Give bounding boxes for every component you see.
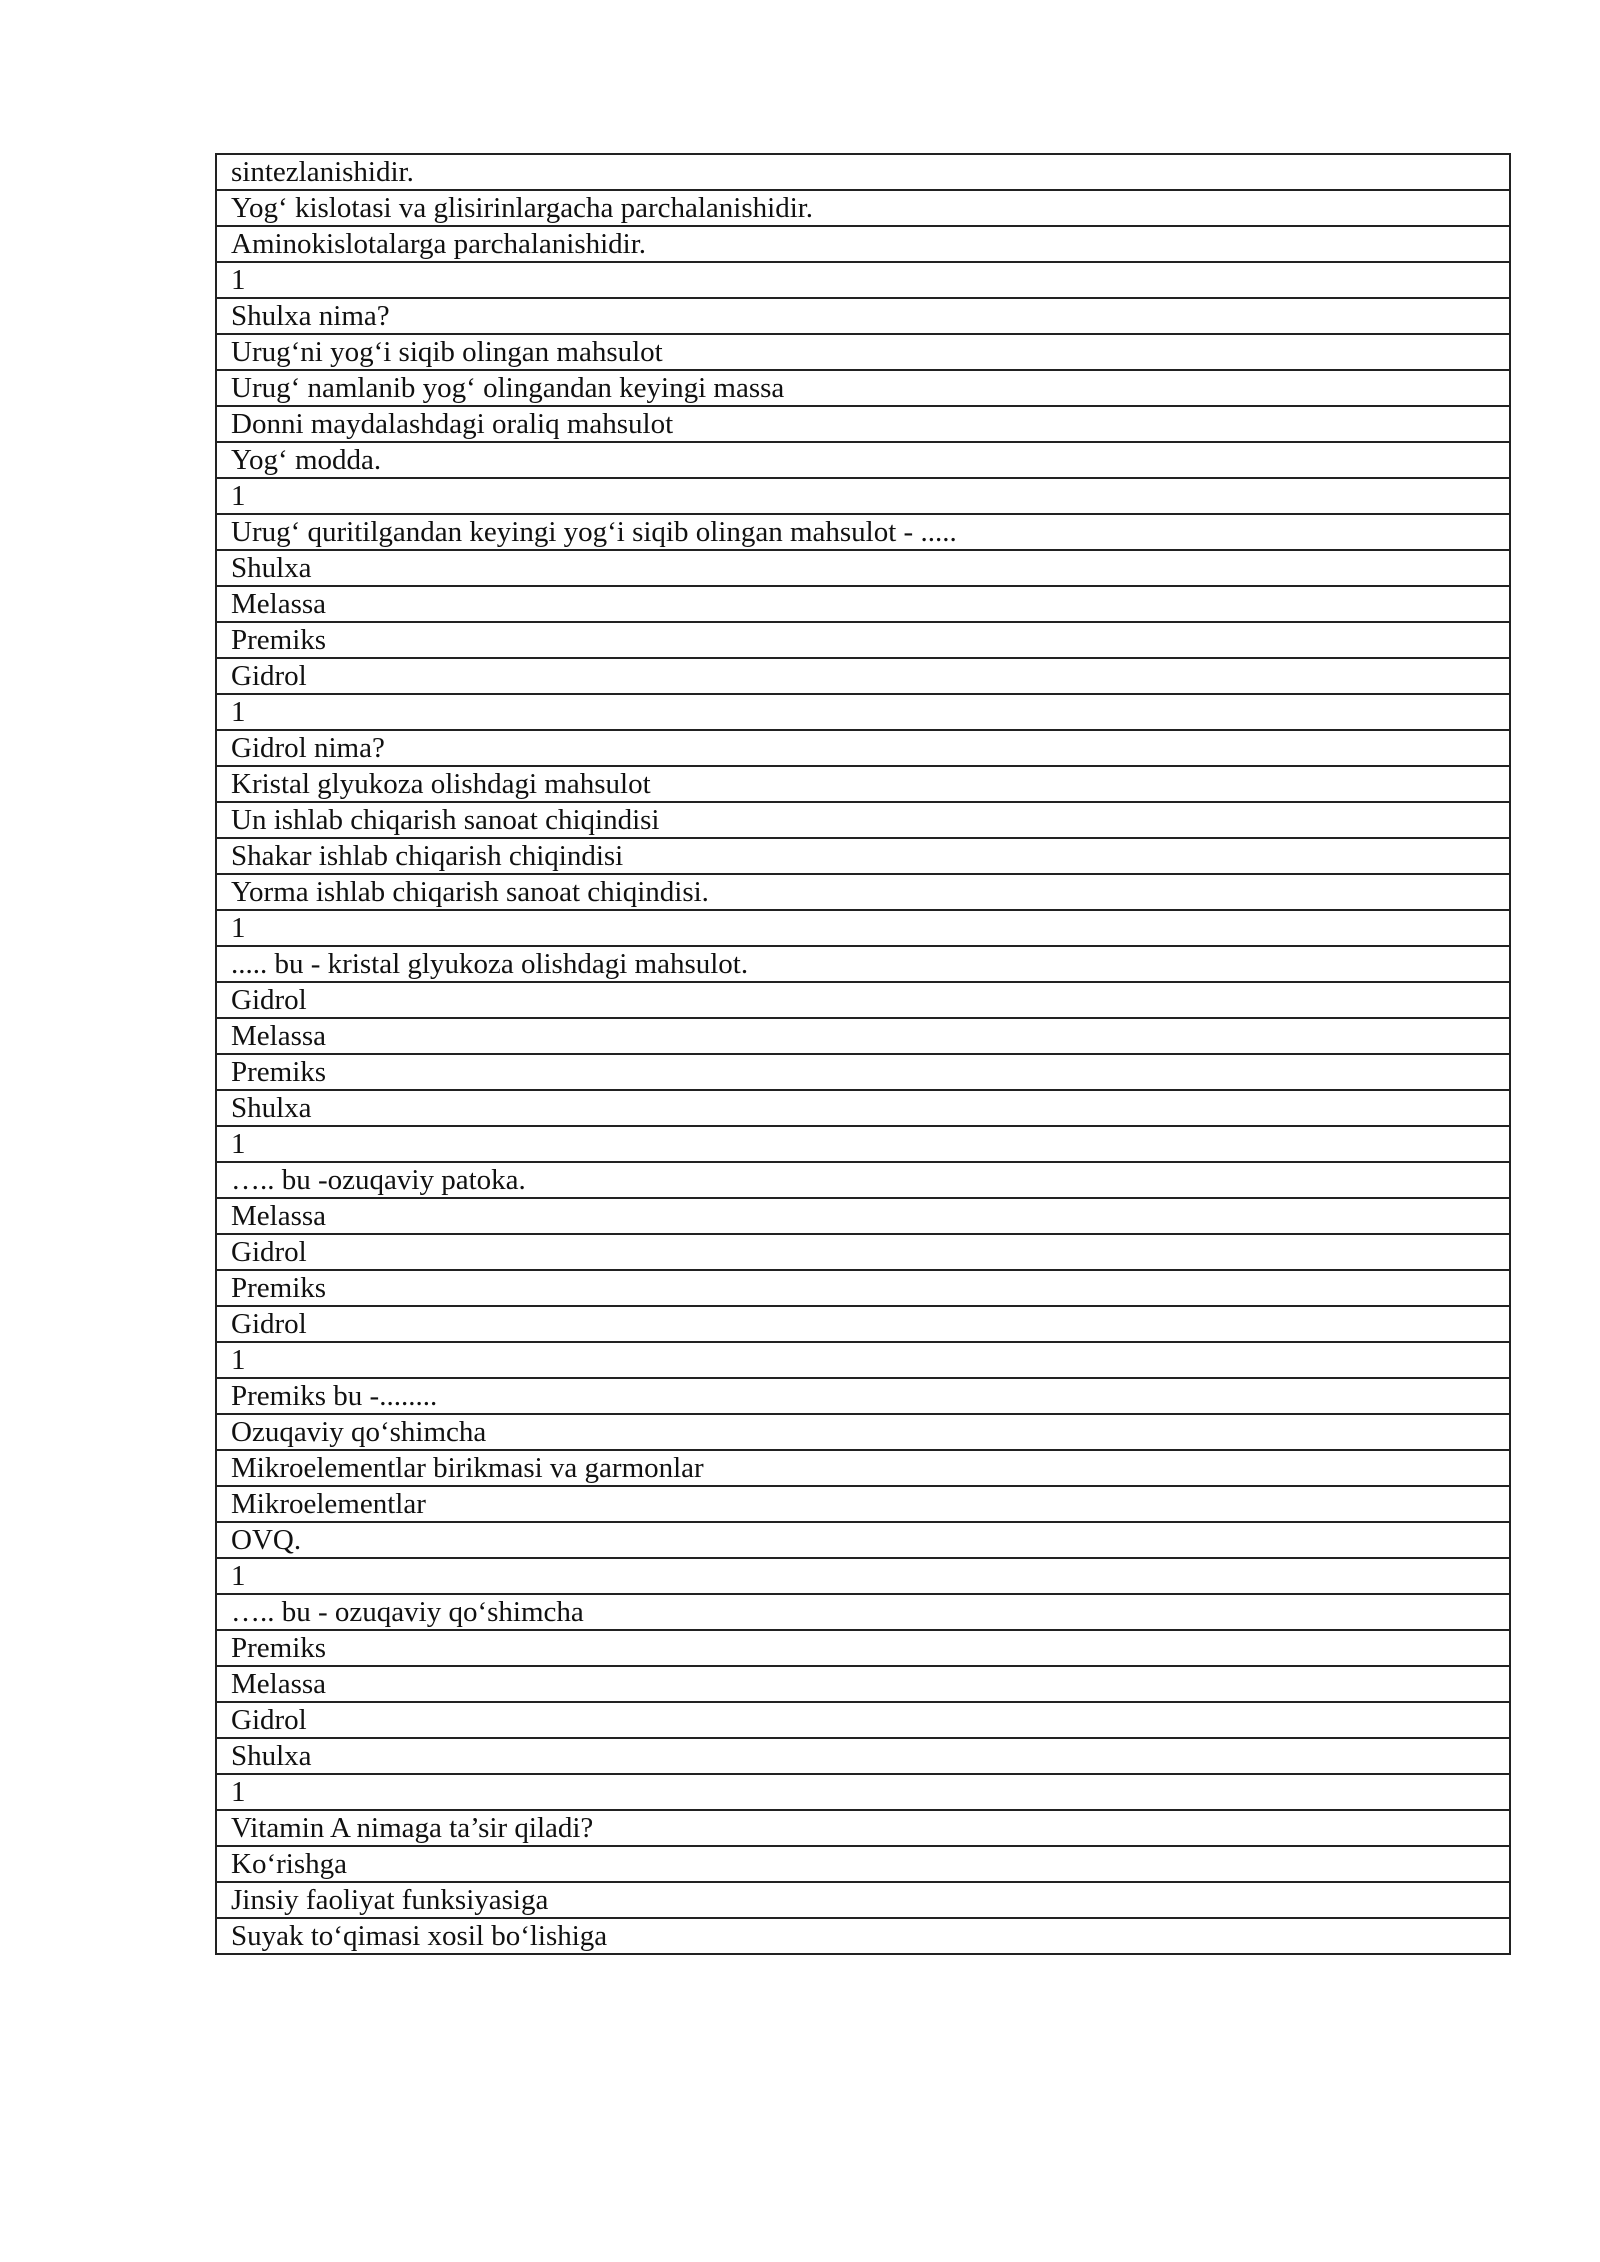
table-row [216, 1054, 1510, 1090]
table-cell: Gidrol [216, 1702, 1510, 1738]
table-row [216, 874, 1510, 910]
table-cell: Gidrol [216, 1234, 1510, 1270]
table-cell: Gidrol [216, 1306, 1510, 1342]
table-cell: Aminokislotalarga parchalanishidir. [216, 226, 1510, 262]
table-row [216, 190, 1510, 226]
table-row [216, 1414, 1510, 1450]
table-row [216, 262, 1510, 298]
table-cell: Kristal glyukoza olishdagi mahsulot [216, 766, 1510, 802]
table-cell: Donni maydalashdagi oraliq mahsulot [216, 406, 1510, 442]
table-cell: 1 [216, 1774, 1510, 1810]
table-row [216, 1198, 1510, 1234]
table-row [216, 694, 1510, 730]
table-cell: Premiks [216, 622, 1510, 658]
table-row [216, 1126, 1510, 1162]
table-cell: 1 [216, 694, 1510, 730]
table-cell: Melassa [216, 1666, 1510, 1702]
table-row [216, 226, 1510, 262]
table-cell: 1 [216, 1342, 1510, 1378]
table-row [216, 802, 1510, 838]
table-row [216, 586, 1510, 622]
table-cell: Shulxa [216, 550, 1510, 586]
table-cell: Gidrol nima? [216, 730, 1510, 766]
table-row [216, 1810, 1510, 1846]
table-cell: Premiks [216, 1270, 1510, 1306]
table-row [216, 514, 1510, 550]
table-cell: Shakar ishlab chiqarish chiqindisi [216, 838, 1510, 874]
table-cell: Yog‘ kislotasi va glisirinlargacha parchalanishidir. [216, 190, 1510, 226]
table-cell: Mikroelementlar [216, 1486, 1510, 1522]
table-cell: Urug‘ni yog‘i siqib olingan mahsulot [216, 334, 1510, 370]
table-cell: Yorma ishlab chiqarish sanoat chiqindisi. [216, 874, 1510, 910]
table-row [216, 622, 1510, 658]
table-cell: Premiks bu -........ [216, 1378, 1510, 1414]
table-row [216, 370, 1510, 406]
table-row [216, 838, 1510, 874]
table-cell: 1 [216, 262, 1510, 298]
table-row [216, 910, 1510, 946]
table-row [216, 154, 1510, 190]
table-row [216, 1666, 1510, 1702]
table-row [216, 1522, 1510, 1558]
table-cell: Jinsiy faoliyat funksiyasiga [216, 1882, 1510, 1918]
table-cell: 1 [216, 478, 1510, 514]
table-cell: Premiks [216, 1054, 1510, 1090]
table-row [216, 1090, 1510, 1126]
table-cell: Suyak to‘qimasi xosil bo‘lishiga [216, 1918, 1510, 1954]
table-cell: Un ishlab chiqarish sanoat chiqindisi [216, 802, 1510, 838]
table-row [216, 1018, 1510, 1054]
table-cell: Mikroelementlar birikmasi va garmonlar [216, 1450, 1510, 1486]
table-cell: Melassa [216, 586, 1510, 622]
table-row [216, 1270, 1510, 1306]
table-cell: Melassa [216, 1018, 1510, 1054]
question-table [215, 153, 1511, 1955]
table-row [216, 1594, 1510, 1630]
table-row [216, 406, 1510, 442]
table-row [216, 1774, 1510, 1810]
table-row [216, 1162, 1510, 1198]
table-row [216, 550, 1510, 586]
table-cell: ….. bu - ozuqaviy qo‘shimcha [216, 1594, 1510, 1630]
table-cell: Ko‘rishga [216, 1846, 1510, 1882]
table-row [216, 1342, 1510, 1378]
table-cell: Gidrol [216, 982, 1510, 1018]
table-row [216, 1702, 1510, 1738]
table-cell: Melassa [216, 1198, 1510, 1234]
table-row [216, 298, 1510, 334]
table-row [216, 730, 1510, 766]
table-cell: sintezlanishidir. [216, 154, 1510, 190]
table-row [216, 1234, 1510, 1270]
table-cell: 1 [216, 1126, 1510, 1162]
table-row [216, 442, 1510, 478]
table-cell: Shulxa nima? [216, 298, 1510, 334]
table-row [216, 658, 1510, 694]
table-cell: Urug‘ quritilgandan keyingi yog‘i siqib olingan mahsulot - ..... [216, 514, 1510, 550]
table-row [216, 1738, 1510, 1774]
table-row [216, 1306, 1510, 1342]
table-row [216, 478, 1510, 514]
table-row [216, 946, 1510, 982]
table-cell: 1 [216, 1558, 1510, 1594]
table-cell: Urug‘ namlanib yog‘ olingandan keyingi massa [216, 370, 1510, 406]
table-row [216, 1450, 1510, 1486]
table-cell: OVQ. [216, 1522, 1510, 1558]
table-cell: Ozuqaviy qo‘shimcha [216, 1414, 1510, 1450]
table-row [216, 1918, 1510, 1954]
table-row [216, 1378, 1510, 1414]
table-cell: Shulxa [216, 1090, 1510, 1126]
table-cell: 1 [216, 910, 1510, 946]
table-cell: Premiks [216, 1630, 1510, 1666]
table-row [216, 982, 1510, 1018]
table-row [216, 1558, 1510, 1594]
table-cell: Vitamin A nimaga ta’sir qiladi? [216, 1810, 1510, 1846]
question-table-body [216, 154, 1510, 1954]
table-row [216, 1630, 1510, 1666]
table-cell: ..... bu - kristal glyukoza olishdagi mahsulot. [216, 946, 1510, 982]
table-row [216, 1882, 1510, 1918]
table-cell: Gidrol [216, 658, 1510, 694]
table-cell: Yog‘ modda. [216, 442, 1510, 478]
table-row [216, 1486, 1510, 1522]
table-cell: ….. bu -ozuqaviy patoka. [216, 1162, 1510, 1198]
table-cell: Shulxa [216, 1738, 1510, 1774]
table-row [216, 1846, 1510, 1882]
table-row [216, 334, 1510, 370]
table-row [216, 766, 1510, 802]
